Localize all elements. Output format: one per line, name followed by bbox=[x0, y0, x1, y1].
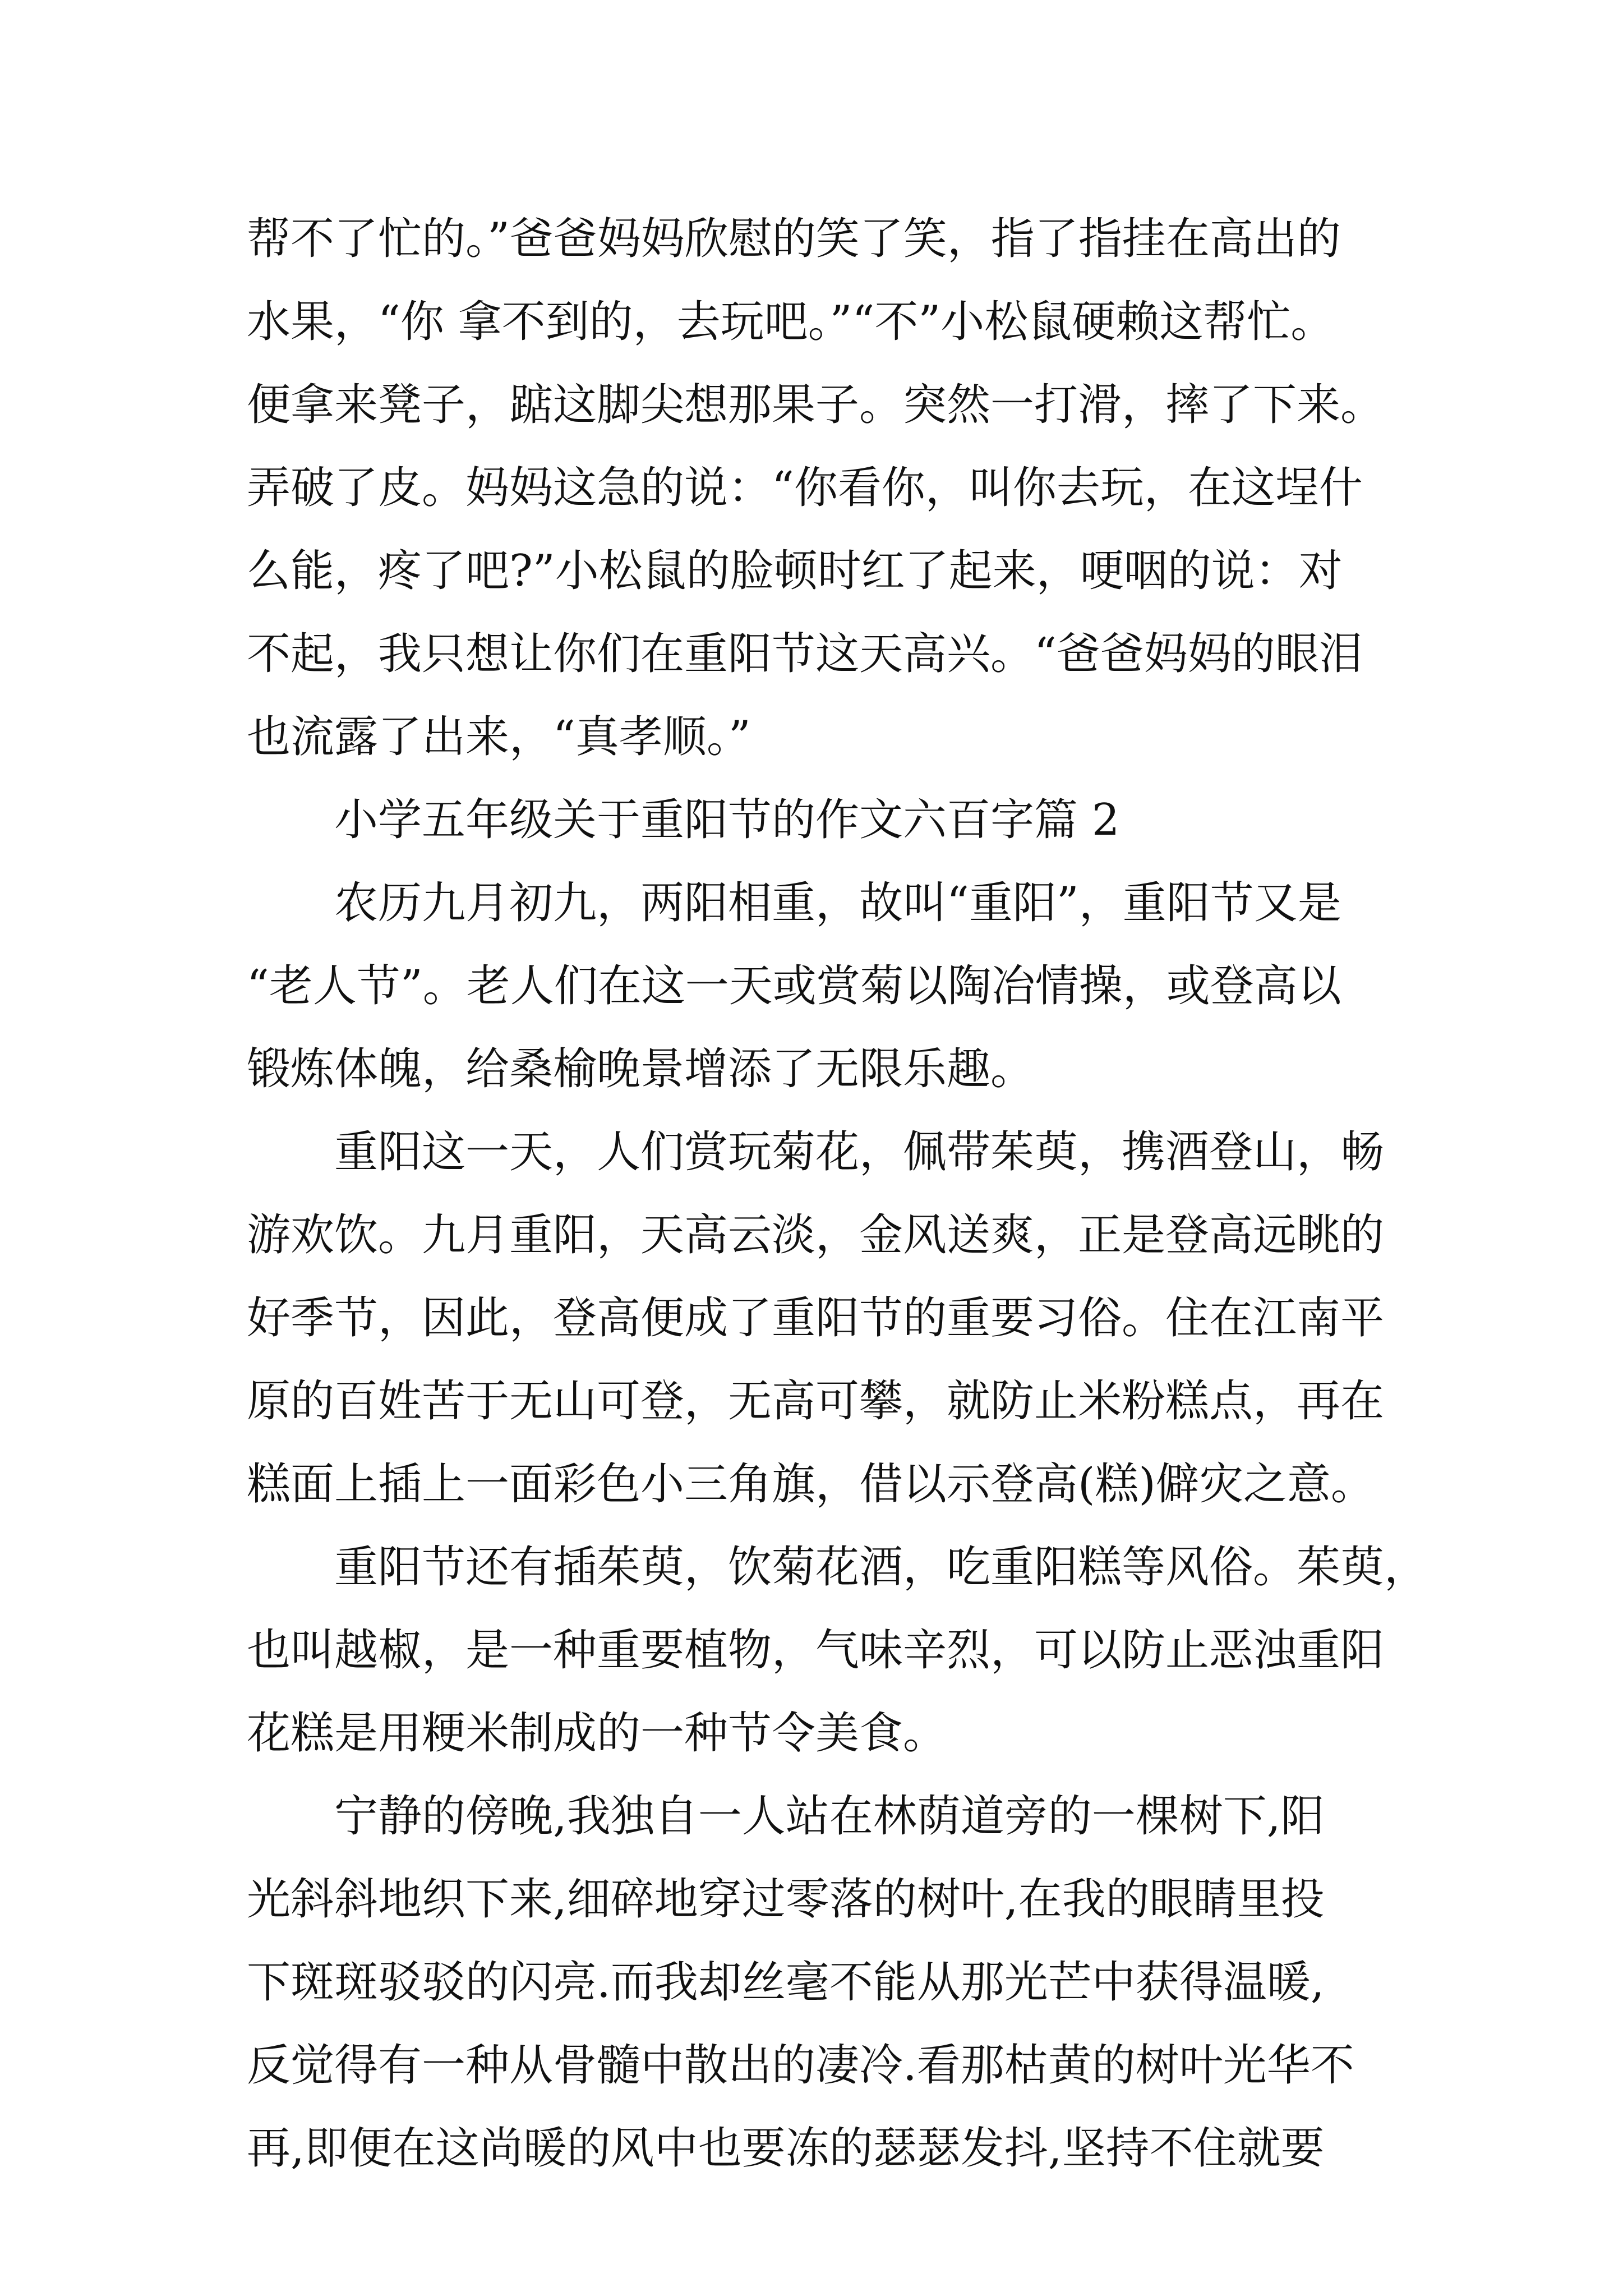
text-line: 弄破了皮。妈妈这急的说：“你看你，叫你去玩，在这埕什 bbox=[247, 463, 1363, 513]
text-line: 也叫越椒，是一种重要植物，气味辛烈，可以防止恶浊重阳 bbox=[247, 1625, 1385, 1676]
text-line: “老人节”。老人们在这一天或赏菊以陶冶情操，或登高以 bbox=[247, 961, 1341, 1011]
paragraph-first-line: 重阳节还有插茱萸，饮菊花酒，吃重阳糕等风俗。茱萸， bbox=[334, 1542, 1428, 1593]
paragraph-first-line: 宁静的傍晚,我独自一人站在林荫道旁的一棵树下,阳 bbox=[334, 1791, 1325, 1842]
text-line: 好季节，因此，登高便成了重阳节的重要习俗。住在江南平 bbox=[247, 1293, 1385, 1343]
paragraph-first-line: 重阳这一天，人们赏玩菊花，佩带茱萸，携酒登山，畅 bbox=[334, 1127, 1385, 1177]
text-line: 帮不了忙的。”爸爸妈妈欣慰的笑了笑，指了指挂在高出的 bbox=[247, 214, 1341, 264]
paragraph-first-line: 农历九月初九，两阳相重，故叫“重阳”，重阳节又是 bbox=[334, 878, 1341, 928]
text-line: 糕面上插上一面彩色小三角旗，借以示登高(糕)僻灾之意。 bbox=[247, 1459, 1375, 1510]
text-line: 么能，疼了吧?”小松鼠的脸顿时红了起来，哽咽的说：对 bbox=[247, 546, 1343, 596]
text-line: 也流露了出来，“真孝顺。” bbox=[247, 712, 751, 762]
text-line: 花糕是用粳米制成的一种节令美食。 bbox=[247, 1708, 947, 1759]
text-line: 游欢饮。九月重阳，天高云淡，金风送爽，正是登高远眺的 bbox=[247, 1210, 1385, 1260]
text-line: 不起，我只想让你们在重阳节这天高兴。“爸爸妈妈的眼泪 bbox=[247, 629, 1363, 679]
text-line: 光斜斜地织下来,细碎地穿过零落的树叶,在我的眼睛里投 bbox=[247, 1874, 1325, 1925]
document-body bbox=[247, 197, 1430, 2190]
text-line: 原的百姓苦于无山可登，无高可攀，就防止米粉糕点，再在 bbox=[247, 1376, 1385, 1427]
section-heading: 小学五年级关于重阳节的作文六百字篇 2 bbox=[334, 795, 1120, 845]
text-line: 下斑斑驳驳的闪亮.而我却丝毫不能从那光芒中获得温暖, bbox=[247, 1957, 1325, 2008]
text-line: 再,即便在这尚暖的风中也要冻的瑟瑟发抖,坚持不住就要 bbox=[247, 2123, 1325, 2174]
text-line: 水果，“你 拿不到的，去玩吧。”“不”小松鼠硬赖这帮忙。 bbox=[247, 297, 1335, 347]
text-line: 锻炼体魄，给桑榆晚景增添了无限乐趣。 bbox=[247, 1044, 1035, 1094]
text-line: 便拿来凳子，踮这脚尖想那果子。突然一打滑，摔了下来。 bbox=[247, 380, 1385, 430]
text-line: 反觉得有一种从骨髓中散出的凄冷.看那枯黄的树叶光华不 bbox=[247, 2040, 1354, 2091]
